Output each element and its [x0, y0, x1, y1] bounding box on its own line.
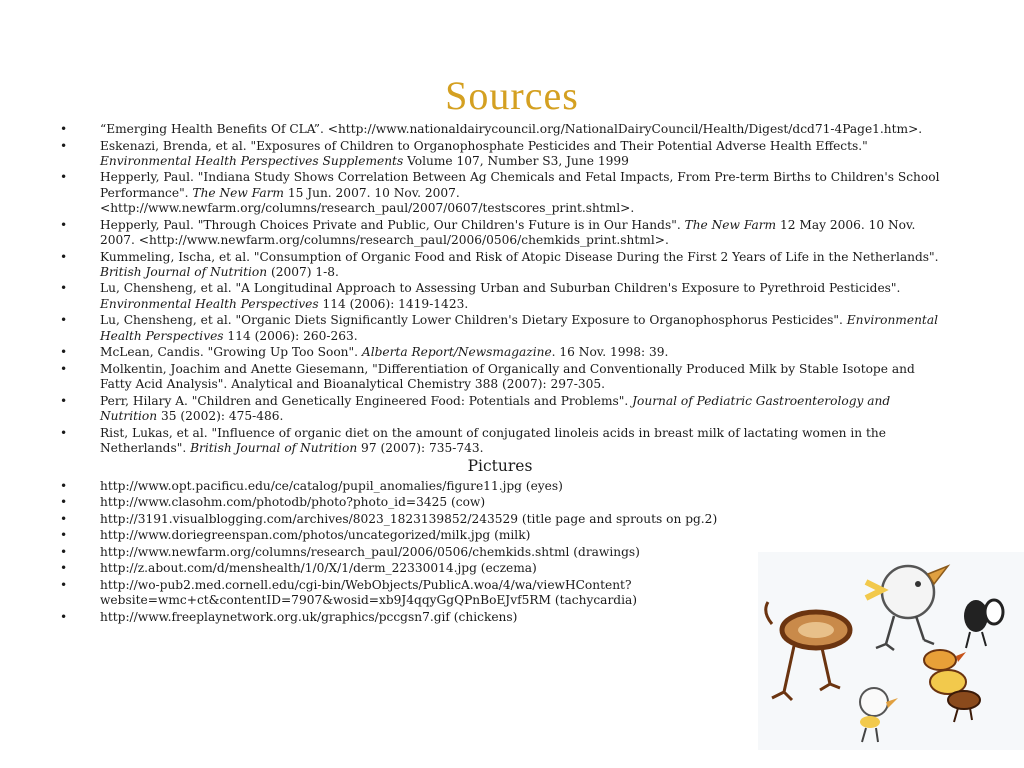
slide-title: Sources — [445, 73, 579, 118]
source-item — [60, 394, 940, 425]
source-text: Kummeling, Ischa, et al. "Consumption of Organic Food and Risk of Atopic Disease During the First 2 Years of Life in the Netherlands". — [100, 249, 939, 264]
source-text: Eskenazi, Brenda, et al. "Exposures of Children to Organophosphate Pesticides and Their Potential Adverse Health Effects." — [100, 138, 868, 153]
picture-item: • http://www.clasohm.com/photodb/photo?photo_id=3425 (cow) — [60, 495, 940, 510]
source-journal: British Journal of Nutrition — [190, 440, 358, 455]
picture-item: • http://3191.visualblogging.com/archives/8023_1823139852/243529 (title page and sprouts on pg.2) — [60, 512, 940, 527]
source-tail: . 16 Nov. 1998: 39. — [551, 345, 669, 360]
picture-item: • http://www.doriegreenspan.com/photos/uncategorized/milk.jpg (milk) — [60, 528, 940, 543]
chickens-drawing — [758, 552, 1024, 750]
source-text: McLean, Candis. "Growing Up Too Soon". — [100, 345, 362, 360]
chickens-drawing-svg — [758, 552, 1024, 750]
source-text: “Emerging Health Benefits Of CLA”. <http://www.nationaldairycouncil.org/NationalDairyCouncil/Health/Digest/dcd71-4Page1.htm>. — [100, 122, 923, 136]
source-text: Lu, Chensheng, et al. "A Longitudinal Approach to Assessing Urban and Suburban Children's Exposure to Pyrethroid Pesticides". — [100, 281, 901, 296]
source-tail: 97 (2007): 735-743. — [357, 440, 484, 455]
source-journal: Environmental Health Perspectives Supplements — [100, 153, 404, 168]
source-journal: Alberta Report/Newsmagazine — [361, 345, 552, 360]
source-item — [60, 122, 940, 137]
white-chick-icon — [860, 688, 898, 742]
source-tail: (2007) 1-8. — [267, 264, 339, 279]
source-journal: Journal of Pediatric Gastroenterology and Nutrition — [100, 393, 891, 424]
source-tail: Volume 107, Number S3, June 1999 — [403, 153, 629, 168]
source-item — [60, 250, 940, 281]
source-text: Perr, Hilary A. "Children and Genetically Engineered Food: Potentials and Problems". — [100, 393, 633, 408]
source-item — [60, 313, 940, 344]
orange-chick-icon — [924, 650, 966, 694]
source-tail: 114 (2006): 260-263. — [223, 328, 358, 343]
pictures-heading: Pictures — [467, 457, 533, 476]
source-journal: Environmental Health Perspectives — [100, 313, 938, 343]
picture-item: • http://www.newfarm.org/columns/research_paul/2006/0506/chemkids.shtml (drawings) — [60, 545, 940, 560]
brown-bird-icon — [766, 602, 850, 700]
source-item — [60, 426, 940, 457]
source-text: Rist, Lukas, et al. "Influence of organic diet on the amount of conjugated linoleis acids in breast milk of lactating women in the Netherlands". — [100, 425, 886, 455]
source-item — [60, 345, 940, 360]
picture-item: • http://wo-pub2.med.cornell.edu/cgi-bin/WebObjects/PublicA.woa/4/wa/viewHContent?website=wmc+ct&contentID=7907&wosid=xb9J4qqyGgQPnBoEJvf5RM (tachycardia) — [60, 578, 940, 609]
gray-bird-icon — [866, 566, 948, 650]
brown-chick-icon — [948, 691, 980, 722]
source-text: Molkentin, Joachim and Anette Giesemann, "Differentiation of Organically and Conventionally Produced Milk by Stable Isotope and Fatty Acid Analysis". Analytical and Bioanalytical Chemistry 388 (2007): 297-305. — [100, 361, 915, 392]
source-journal: The New Farm — [684, 217, 777, 232]
source-item — [60, 139, 940, 170]
source-tail: 12 May 2006. 10 Nov. 2007. <http://www.newfarm.org/columns/research_paul/2006/0506/chemkids_print.shtml>. — [100, 217, 916, 247]
source-text: Hepperly, Paul. "Indiana Study Shows Correlation Between Ag Chemicals and Fetal Impacts, From Pre-term Births to Children's School Performance". — [100, 170, 940, 200]
source-text: Hepperly, Paul. "Through Choices Private and Public, Our Children's Future is in Our Hands". — [100, 217, 685, 232]
source-item — [60, 362, 940, 393]
source-text: Lu, Chensheng, et al. "Organic Diets Significantly Lower Children's Dietary Exposure to Organophosphorus Pesticides". — [100, 313, 847, 328]
picture-item: • http://z.about.com/d/menshealth/1/0/X/1/derm_22330014.jpg (eczema) — [60, 561, 940, 576]
source-item — [60, 281, 940, 312]
sources-content — [60, 122, 940, 627]
source-journal: British Journal of Nutrition — [100, 264, 268, 279]
picture-item: • http://www.freeplaynetwork.org.uk/graphics/pccgsn7.gif (chickens) — [60, 610, 940, 625]
source-tail: 15 Jun. 2007. 10 Nov. 2007. <http://www.newfarm.org/columns/research_paul/2007/0607/testscores_print.shtml>. — [100, 185, 635, 216]
source-tail: 35 (2002): 475-486. — [157, 409, 284, 424]
black-bird-icon — [964, 600, 1003, 648]
source-journal: Environmental Health Perspectives — [100, 296, 319, 311]
source-item — [60, 170, 940, 216]
source-item — [60, 218, 940, 249]
source-journal: The New Farm — [192, 185, 284, 200]
sources-list — [60, 122, 940, 456]
source-tail: 114 (2006): 1419-1423. — [318, 296, 469, 311]
picture-item: • http://www.opt.pacificu.edu/ce/catalog/pupil_anomalies/figure11.jpg (eyes) — [60, 479, 940, 494]
